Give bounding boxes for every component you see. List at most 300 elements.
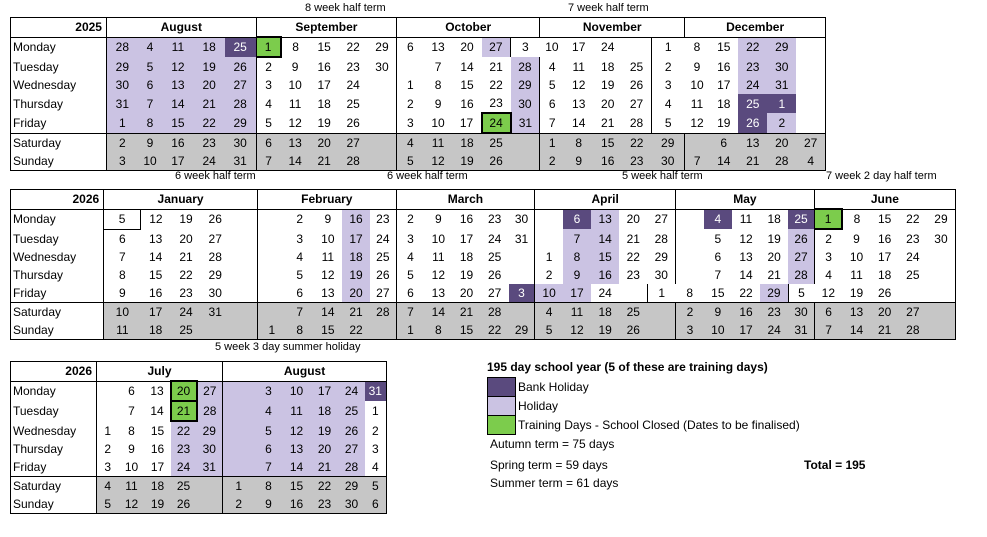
date-cell: 10 [431, 231, 446, 246]
date-cell: 9 [563, 266, 591, 284]
date-cell: 3 [296, 231, 304, 246]
date-cell: 19 [194, 57, 225, 76]
date-cell [257, 284, 285, 303]
day-label: Sunday [11, 152, 107, 171]
date-cell [257, 248, 285, 266]
date-cell [368, 94, 397, 113]
date-cell: 16 [593, 152, 622, 171]
date-cell: 18 [459, 250, 474, 264]
date-cell: 25 [619, 303, 647, 322]
day-label: Thursday [13, 268, 64, 282]
date-cell: 22 [481, 321, 509, 340]
date-cell: 9 [324, 212, 332, 227]
date-cell: 10 [104, 303, 141, 322]
date-cell: 27 [796, 133, 825, 152]
date-cell: 22 [194, 113, 225, 133]
year-label: 2026 [11, 362, 97, 382]
date-cell: 17 [717, 78, 731, 92]
date-cell: 9 [255, 495, 283, 514]
date-cell: 3 [511, 37, 540, 57]
date-cell [535, 229, 563, 248]
date-cell: 12 [431, 268, 446, 282]
date-cell: 26 [346, 115, 360, 130]
date-cell [619, 284, 647, 303]
date-cell: 5 [651, 113, 684, 133]
day-label: Saturday [11, 303, 104, 322]
date-cell: 20 [601, 96, 615, 111]
date-cell: 23 [906, 231, 920, 246]
date-cell: 23 [179, 286, 193, 300]
legend-item-training [487, 415, 800, 434]
day-label: Friday [13, 460, 47, 474]
date-cell: 15 [877, 212, 892, 227]
date-cell: 22 [906, 212, 920, 227]
spring-term-stat: Spring term = 59 days [490, 458, 608, 472]
date-cell: 26 [629, 78, 644, 92]
date-cell: 10 [124, 460, 139, 474]
date-cell: 17 [317, 78, 331, 92]
training-swatch [487, 415, 516, 435]
date-cell: 2 [256, 57, 281, 76]
date-cell: 7 [714, 268, 722, 282]
date-cell: 9 [853, 231, 860, 246]
month-header-june: June [814, 190, 955, 210]
date-cell: 26 [171, 495, 197, 514]
date-cell: 3 [256, 76, 281, 94]
date-cell: 6 [365, 495, 387, 514]
date-cell: 30 [767, 57, 796, 76]
date-cell: 24 [376, 231, 390, 246]
month-header-august: August [223, 362, 387, 382]
legend-title: 195 day school year (5 of these are training days) [487, 360, 768, 374]
day-label: Friday [13, 115, 47, 130]
date-cell: 13 [283, 440, 311, 458]
day-label: Monday [13, 384, 56, 399]
date-cell: 20 [767, 133, 796, 152]
date-cell: 1 [397, 76, 424, 94]
date-cell: 17 [572, 40, 586, 55]
day-label: Tuesday [13, 404, 59, 418]
date-cell: 19 [717, 115, 731, 130]
date-cell [927, 321, 956, 340]
date-cell: 4 [255, 401, 283, 421]
date-cell: 28 [767, 152, 796, 171]
date-cell: 13 [150, 384, 164, 399]
date-cell: 10 [288, 78, 302, 92]
date-cell: 1 [106, 113, 137, 133]
note-5-week-half-term: 5 week half term [622, 170, 703, 182]
date-cell: 3 [509, 284, 535, 303]
date-cell: 19 [849, 286, 864, 300]
date-cell: 30 [225, 133, 256, 152]
date-cell: 27 [225, 76, 256, 94]
date-cell: 24 [171, 458, 197, 477]
date-cell [676, 266, 704, 284]
date-cell: 11 [104, 321, 141, 340]
date-cell [676, 248, 704, 266]
date-cell: 29 [339, 477, 365, 496]
date-cell: 9 [435, 212, 442, 227]
date-cell [257, 209, 285, 229]
date-cell: 19 [311, 421, 339, 440]
date-cell: 11 [850, 268, 863, 282]
date-cell: 13 [842, 303, 870, 322]
date-cell: 3 [397, 113, 424, 133]
date-cell: 30 [106, 76, 137, 94]
date-cell: 30 [197, 440, 223, 458]
date-cell: 28 [339, 458, 365, 477]
date-cell: 19 [179, 212, 193, 227]
date-cell: 21 [171, 401, 197, 421]
date-cell: 30 [788, 303, 814, 322]
date-cell: 28 [197, 401, 223, 421]
date-cell: 30 [339, 495, 365, 514]
date-cell: 14 [591, 229, 619, 248]
date-cell: 20 [179, 231, 193, 246]
date-cell: 2 [97, 440, 119, 458]
date-cell: 6 [255, 440, 283, 458]
date-cell: 4 [138, 37, 163, 57]
date-cell: 31 [511, 113, 540, 133]
date-cell: 20 [626, 212, 640, 227]
date-cell: 25 [629, 59, 644, 74]
date-cell: 17 [150, 460, 165, 474]
date-cell: 21 [489, 59, 503, 74]
date-cell: 29 [934, 212, 948, 227]
date-cell: 13 [572, 96, 586, 111]
date-cell: 19 [767, 231, 781, 246]
date-cell: 31 [225, 152, 256, 171]
date-cell: 22 [489, 78, 503, 92]
date-cell: 2 [535, 266, 563, 284]
date-cell: 8 [104, 266, 141, 284]
date-cell: 6 [256, 133, 281, 152]
calendar-2025 [10, 17, 826, 171]
date-cell: 17 [877, 250, 892, 264]
date-cell: 20 [342, 284, 370, 303]
date-cell: 16 [150, 442, 165, 456]
legend-item-holiday [487, 396, 800, 415]
date-cell [197, 477, 223, 496]
date-cell: 17 [563, 284, 591, 303]
date-cell [676, 229, 704, 248]
date-cell [927, 303, 956, 322]
date-cell: 2 [814, 229, 842, 248]
date-cell: 9 [704, 303, 732, 322]
date-cell: 7 [685, 152, 710, 171]
autumn-term-stat: Autumn term = 75 days [490, 437, 615, 451]
date-cell: 31 [197, 458, 223, 477]
date-cell [511, 133, 540, 152]
date-cell: 6 [138, 76, 163, 94]
date-cell: 31 [201, 303, 229, 322]
date-cell: 8 [434, 78, 442, 92]
day-label: Wednesday [13, 250, 77, 264]
date-cell: 21 [626, 231, 640, 246]
date-cell: 18 [317, 96, 331, 111]
date-cell: 16 [717, 59, 731, 74]
calendar-2026-jul-aug [10, 361, 387, 514]
date-cell: 19 [459, 268, 474, 282]
date-cell: 10 [321, 231, 335, 246]
day-label: Sunday [11, 321, 104, 340]
date-cell: 1 [651, 37, 684, 57]
date-cell: 8 [853, 212, 861, 227]
date-cell: 16 [732, 303, 760, 322]
date-cell [229, 303, 257, 322]
date-cell: 6 [104, 229, 141, 248]
year-label: 2026 [11, 190, 104, 210]
day-label: Wednesday [13, 78, 77, 92]
date-cell: 5 [535, 321, 563, 340]
date-cell: 24 [598, 286, 612, 300]
date-cell: 2 [651, 57, 684, 76]
date-cell: 27 [197, 381, 223, 401]
date-cell: 13 [281, 133, 310, 152]
date-cell: 27 [629, 96, 644, 111]
date-cell: 7 [104, 248, 141, 266]
date-cell: 16 [877, 231, 892, 246]
date-cell: 24 [487, 231, 502, 246]
date-cell: 25 [906, 268, 920, 282]
date-cell: 28 [629, 115, 644, 130]
note-8-week-half-term: 8 week half term [305, 2, 386, 14]
date-cell: 29 [106, 57, 137, 76]
date-cell: 18 [877, 268, 892, 282]
date-cell: 27 [482, 37, 511, 57]
date-cell: 22 [738, 37, 767, 57]
date-cell: 2 [223, 495, 255, 514]
date-cell: 20 [311, 440, 339, 458]
date-cell [370, 321, 396, 340]
date-cell [229, 284, 257, 303]
day-label: Thursday [13, 96, 64, 111]
date-cell: 5 [714, 231, 722, 246]
date-cell [622, 37, 651, 57]
date-cell: 9 [291, 59, 299, 74]
date-cell [511, 152, 540, 171]
date-cell: 23 [376, 212, 390, 227]
month-header-april: April [535, 190, 676, 210]
date-cell: 8 [424, 321, 452, 340]
date-cell: 7 [540, 113, 565, 133]
date-cell: 3 [651, 76, 684, 94]
date-cell: 25 [346, 96, 360, 111]
date-cell: 4 [814, 266, 842, 284]
date-cell: 22 [342, 321, 370, 340]
day-label: Wednesday [13, 423, 77, 438]
date-cell: 19 [601, 78, 615, 92]
date-cell: 28 [370, 303, 396, 322]
date-cell: 17 [141, 303, 171, 322]
date-cell: 29 [375, 40, 389, 55]
date-cell [229, 321, 257, 340]
date-cell: 31 [767, 76, 796, 94]
date-cell: 20 [459, 286, 474, 300]
date-cell [223, 381, 255, 401]
date-cell: 13 [591, 209, 619, 229]
date-cell: 28 [899, 321, 927, 340]
date-cell: 10 [535, 284, 563, 303]
date-cell: 6 [396, 284, 424, 303]
date-cell: 12 [149, 212, 163, 227]
date-cell: 22 [311, 477, 339, 496]
date-cell: 3 [97, 458, 119, 477]
date-cell: 25 [376, 250, 390, 264]
date-cell: 7 [396, 303, 424, 322]
date-cell: 5 [296, 268, 304, 282]
date-cell [647, 321, 675, 340]
date-cell [223, 440, 255, 458]
date-cell: 4 [396, 248, 424, 266]
date-cell: 29 [509, 321, 535, 340]
date-cell: 28 [225, 94, 256, 113]
date-cell: 20 [460, 40, 474, 55]
date-cell: 10 [431, 115, 445, 130]
date-cell: 25 [482, 133, 511, 152]
date-cell [927, 248, 956, 266]
date-cell: 29 [767, 37, 796, 57]
date-cell: 6 [128, 384, 135, 399]
month-header-march: March [396, 190, 535, 210]
date-cell: 5 [138, 57, 163, 76]
date-cell: 28 [511, 57, 540, 76]
date-cell: 8 [564, 133, 593, 152]
date-cell: 13 [148, 231, 163, 246]
date-cell: 4 [256, 94, 281, 113]
date-cell: 20 [310, 133, 339, 152]
month-header-july: July [97, 362, 223, 382]
date-cell: 14 [424, 303, 452, 322]
date-cell: 7 [286, 303, 314, 322]
date-cell: 9 [693, 59, 701, 74]
date-cell: 11 [283, 401, 311, 421]
date-cell: 1 [647, 284, 675, 303]
date-cell [509, 303, 535, 322]
date-cell [229, 266, 257, 284]
date-cell: 20 [871, 303, 899, 322]
date-cell [368, 152, 397, 171]
date-cell: 16 [317, 59, 331, 74]
date-cell: 31 [514, 231, 529, 246]
date-cell: 28 [106, 37, 137, 57]
date-cell: 26 [877, 286, 892, 300]
date-cell: 7 [255, 458, 283, 477]
date-cell: 20 [171, 381, 197, 401]
date-cell: 2 [540, 152, 565, 171]
date-cell: 12 [288, 115, 302, 130]
date-cell: 4 [97, 477, 119, 496]
date-cell: 15 [162, 113, 193, 133]
date-cell: 2 [296, 212, 304, 227]
date-cell: 7 [138, 94, 163, 113]
date-cell: 31 [106, 94, 137, 113]
date-cell: 23 [626, 268, 640, 282]
date-cell: 7 [256, 152, 281, 171]
date-cell: 14 [709, 152, 738, 171]
date-cell: 21 [194, 94, 225, 113]
date-cell: 24 [760, 321, 788, 340]
date-cell: 18 [591, 303, 619, 322]
date-cell: 18 [145, 477, 171, 496]
date-cell: 18 [141, 321, 171, 340]
date-cell: 6 [714, 250, 722, 264]
date-cell: 29 [208, 268, 222, 282]
date-cell: 1 [540, 133, 565, 152]
date-cell: 25 [487, 250, 502, 264]
date-cell: 1 [223, 477, 255, 496]
date-cell: 8 [286, 321, 314, 340]
date-cell: 26 [482, 152, 511, 171]
date-cell: 13 [431, 40, 445, 55]
date-cell: 7 [128, 404, 135, 418]
date-cell: 5 [256, 113, 281, 133]
date-cell: 2 [676, 303, 704, 322]
date-cell: 22 [622, 133, 651, 152]
date-cell: 29 [197, 421, 223, 440]
date-cell: 5 [788, 284, 814, 303]
date-cell: 23 [760, 303, 788, 322]
date-cell: 9 [138, 133, 163, 152]
legend-label: Bank Holiday [518, 379, 589, 394]
day-label: Saturday [11, 133, 107, 152]
date-cell: 14 [572, 115, 586, 130]
date-cell: 14 [150, 404, 164, 418]
date-cell [368, 133, 397, 152]
total-stat: Total = 195 [804, 458, 866, 472]
date-cell [201, 321, 229, 340]
month-header-august: August [106, 18, 256, 38]
date-cell: 21 [342, 303, 370, 322]
date-cell: 8 [693, 40, 701, 55]
date-cell: 16 [162, 133, 193, 152]
date-cell: 19 [591, 321, 619, 340]
date-cell: 15 [591, 248, 619, 266]
day-label: Friday [13, 286, 47, 300]
date-cell: 29 [654, 250, 668, 264]
date-cell: 15 [314, 321, 342, 340]
date-cell: 12 [283, 421, 311, 440]
date-cell: 29 [511, 76, 540, 94]
date-cell: 2 [767, 113, 796, 133]
note-6-week-half-term: 6 week half term [175, 170, 256, 182]
date-cell: 1 [535, 248, 563, 266]
date-cell: 5 [396, 266, 424, 284]
date-cell: 4 [371, 460, 379, 474]
date-cell [223, 458, 255, 477]
date-cell [535, 209, 563, 229]
date-cell: 25 [171, 477, 197, 496]
date-cell: 28 [339, 152, 368, 171]
date-cell: 5 [365, 477, 387, 496]
date-cell: 6 [397, 37, 424, 57]
date-cell: 11 [690, 96, 704, 111]
date-cell: 12 [572, 78, 586, 92]
date-cell: 13 [162, 76, 193, 94]
date-cell: 18 [311, 401, 339, 421]
date-cell: 5 [397, 152, 424, 171]
date-cell: 11 [432, 250, 445, 264]
date-cell [229, 229, 257, 248]
date-cell [685, 133, 710, 152]
date-cell: 14 [314, 303, 342, 322]
date-cell: 16 [342, 209, 370, 229]
date-cell: 20 [767, 250, 781, 264]
date-cell [676, 209, 704, 229]
month-header-january: January [104, 190, 258, 210]
legend-label: Holiday [518, 398, 559, 413]
date-cell: 23 [171, 440, 197, 458]
